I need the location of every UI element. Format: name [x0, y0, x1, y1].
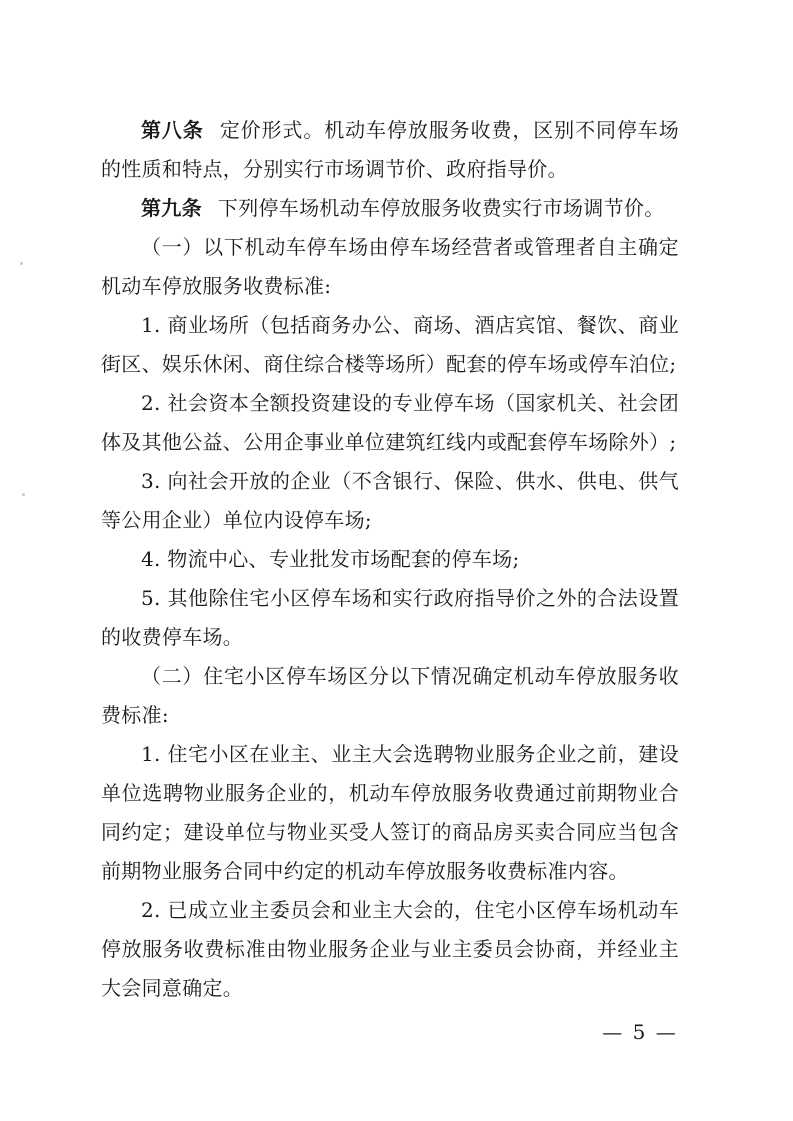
- paragraph-item-1-4: 4. 物流中心、专业批发市场配套的停车场;: [141, 547, 520, 571]
- article-8-heading: 第八条: [141, 118, 204, 142]
- article-9-body: 下列停车场机动车停放服务收费实行市场调节价。: [217, 196, 665, 220]
- scan-speck: [20, 262, 23, 265]
- article-9-heading: 第九条: [141, 196, 202, 220]
- paragraph-item-1-5: 5. 其他除住宅小区停车场和实行政府指导价之外的合法设置的收费停车场。: [101, 586, 679, 649]
- article-8-body: 定价形式。机动车停放服务收费，区别不同停车场的性质和特点，分别实行市场调节价、政府指导价。: [101, 118, 679, 181]
- document-body: [101, 111, 679, 1008]
- paragraph-item-1-2: 2. 社会资本全额投资建设的专业停车场（国家机关、社会团体及其他公益、公用企事业单位建筑红线内或配套停车场除外）;: [101, 391, 679, 454]
- article-9: [101, 189, 679, 228]
- paragraph-item-1-3: 3. 向社会开放的企业（不含银行、保险、供水、供电、供气等公用企业）单位内设停车场;: [101, 469, 679, 532]
- paragraph-section-2: （二）住宅小区停车场区分以下情况确定机动车停放服务收费标准:: [101, 664, 679, 727]
- page-number: — 5 —: [602, 1020, 678, 1044]
- paragraph-item-1-1: 1. 商业场所（包括商务办公、商场、酒店宾馆、餐饮、商业街区、娱乐休闲、商住综合楼等场所）配套的停车场或停车泊位;: [101, 313, 679, 376]
- paragraph-item-2-1: 1. 住宅小区在业主、业主大会选聘物业服务企业之前，建设单位选聘物业服务企业的，机动车停放服务收费通过前期物业合同约定；建设单位与物业买受人签订的商品房买卖合同应当包含前期物业服务合同中约定的机动车停放服务收费标准内容。: [101, 742, 679, 883]
- paragraph-item-2-2: 2. 已成立业主委员会和业主大会的，住宅小区停车场机动车停放服务收费标准由物业服务企业与业主委员会协商，并经业主大会同意确定。: [101, 898, 679, 1000]
- scan-speck: [22, 493, 25, 496]
- article-8: [101, 111, 679, 189]
- paragraph-section-1: （一）以下机动车停车场由停车场经营者或管理者自主确定机动车停放服务收费标准:: [101, 235, 679, 298]
